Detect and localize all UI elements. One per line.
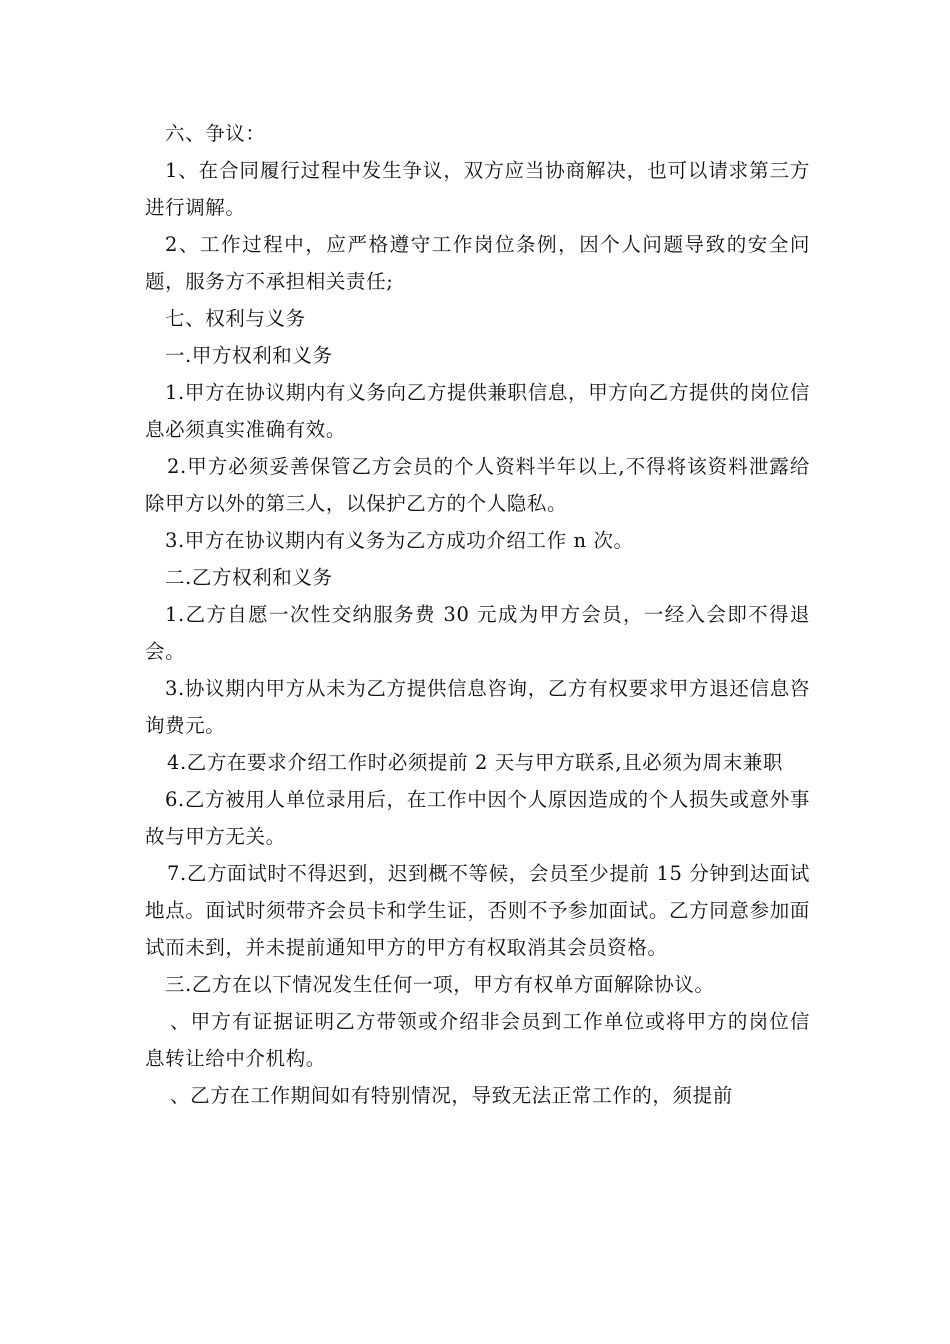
paragraph: 1、在合同履行过程中发生争议，双方应当协商解决，也可以请求第三方进行调解。: [145, 159, 810, 219]
paragraph: 1.甲方在协议期内有义务向乙方提供兼职信息，甲方向乙方提供的岗位信息必须真实准确有效。: [145, 381, 810, 441]
paragraph: 7.乙方面试时不得迟到，迟到概不等候，会员至少提前 15 分钟到达面试地点。面试时须带齐会员卡和学生证，否则不予参加面试。乙方同意参加面试而未到，并未提前通知甲方的甲方有权取消其会员资格。: [145, 862, 810, 959]
paragraph: 、乙方在工作期间如有特别情况，导致无法正常工作的，须提前: [170, 1084, 733, 1107]
section-heading-rights: 七、权利与义务: [165, 307, 306, 330]
paragraph: 4.乙方在要求介绍工作时必须提前 2 天与甲方联系,且必须为周末兼职: [167, 751, 784, 774]
paragraph: 1.乙方自愿一次性交纳服务费 30 元成为甲方会员，一经入会即不得退会。: [145, 603, 810, 663]
section-heading-dispute: 六、争议：: [165, 122, 266, 145]
subsection-heading-termination: 三.乙方在以下情况发生任何一项，甲方有权单方面解除协议。: [165, 973, 715, 996]
paragraph: 6.乙方被用人单位录用后，在工作中因个人原因造成的个人损失或意外事故与甲方无关。: [145, 788, 810, 848]
paragraph: 3.甲方在协议期内有义务为乙方成功介绍工作 n 次。: [165, 529, 634, 552]
document-body: [145, 115, 810, 1114]
paragraph: 3.协议期内甲方从未为乙方提供信息咨询，乙方有权要求甲方退还信息咨询费元。: [145, 677, 810, 737]
subsection-heading-party-a: 一.甲方权利和义务: [165, 344, 333, 367]
paragraph: 2、工作过程中，应严格遵守工作岗位条例，因个人问题导致的安全问题，服务方不承担相关责任;: [145, 233, 810, 293]
paragraph: 、甲方有证据证明乙方带领或介绍非会员到工作单位或将甲方的岗位信息转让给中介机构。: [145, 1010, 810, 1070]
paragraph: 2.甲方必须妥善保管乙方会员的个人资料半年以上,不得将该资料泄露给除甲方以外的第三人，以保护乙方的个人隐私。: [145, 455, 810, 515]
subsection-heading-party-b: 二.乙方权利和义务: [165, 566, 333, 589]
